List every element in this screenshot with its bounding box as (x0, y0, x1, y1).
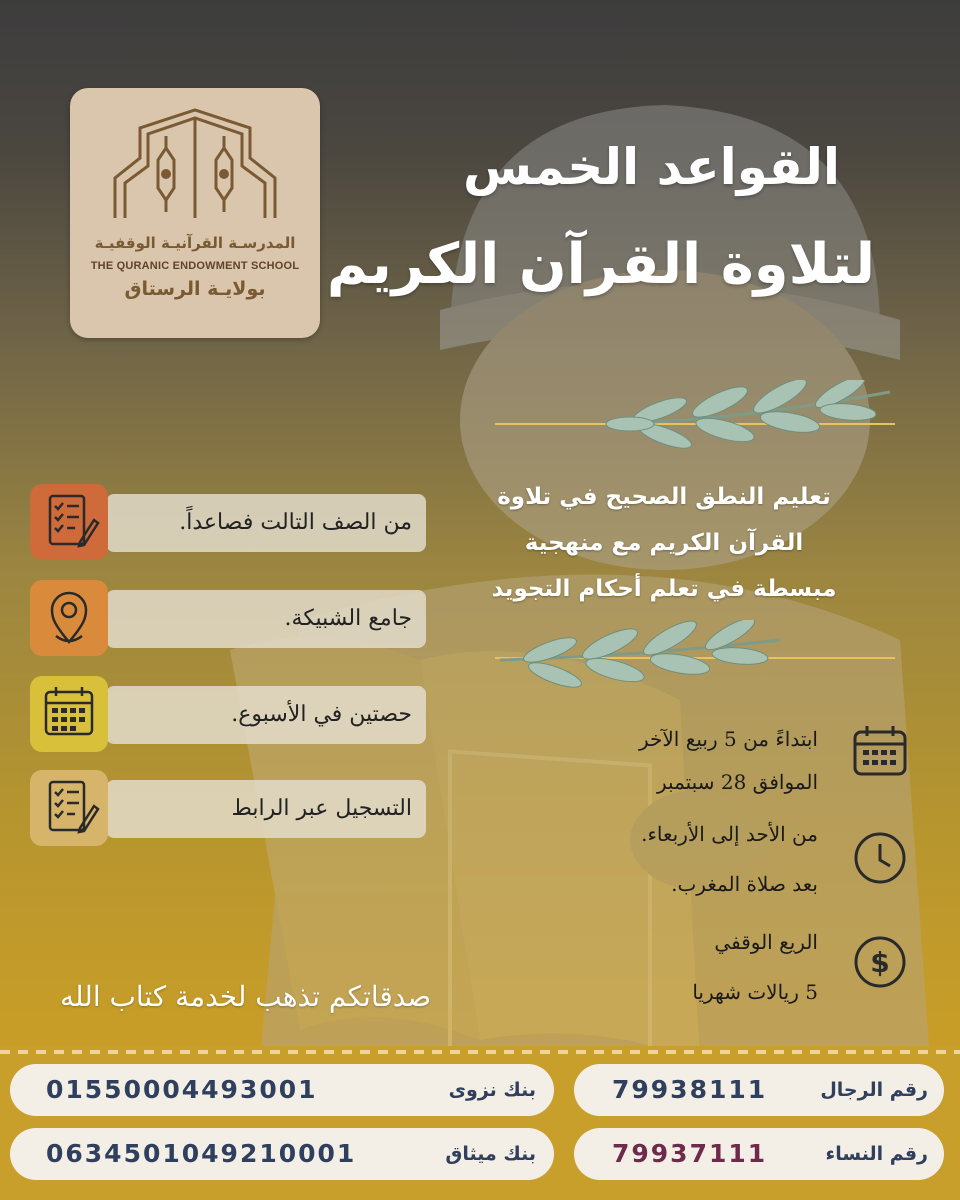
checklist-icon (30, 770, 108, 846)
leaf-divider-icon (490, 380, 900, 460)
info-card-sessions-text: حصتين في الأسبوع. (231, 702, 412, 727)
bank-mithaq-label: بنك ميثاق (445, 1143, 536, 1165)
women-phone-label: رقم النساء (825, 1143, 928, 1165)
logo-school-name-arabic: المدرسـة القرآنيـة الوقفيـة (94, 234, 296, 252)
bank-mithaq-account[interactable]: 0634501049210001 (46, 1139, 357, 1168)
location-pin-icon (30, 580, 108, 656)
bank-nizwa-label: بنك نزوى (448, 1079, 536, 1101)
fee-title: الريع الوقفي (714, 930, 818, 954)
title-line-2: لتلاوة القرآن الكريم (326, 232, 875, 297)
men-phone-number[interactable]: 79938111 (612, 1075, 768, 1104)
description-line: القرآن الكريم مع منهجية (524, 530, 804, 556)
dollar-icon (852, 934, 908, 990)
start-date-gregorian: الموافق 28 سبتمبر (657, 770, 818, 794)
info-card-location-text: جامع الشبيكة. (284, 606, 412, 631)
tagline: صدقاتكم تذهب لخدمة كتاب الله (60, 980, 432, 1013)
clock-icon (852, 830, 908, 886)
bank-nizwa-account[interactable]: 01550004493001 (46, 1075, 318, 1104)
calendar-icon (30, 676, 108, 752)
schedule-time: بعد صلاة المغرب. (671, 872, 818, 896)
info-card-registration-text: التسجيل عبر الرابط (231, 796, 412, 821)
mosque-doors-icon (70, 88, 320, 238)
school-logo (70, 88, 320, 338)
men-phone-label: رقم الرجال (820, 1079, 928, 1101)
dashed-divider (0, 1050, 960, 1054)
leaf-divider-icon (490, 620, 900, 700)
logo-location: بولايـة الرستاق (124, 278, 266, 300)
title-line-1: القواعد الخمس (463, 138, 840, 196)
svg-text:$: $ (870, 946, 890, 979)
calendar-icon (852, 724, 908, 778)
schedule-days: من الأحد إلى الأربعاء. (641, 822, 818, 846)
women-phone-number[interactable]: 79937111 (612, 1139, 768, 1168)
start-date-hijri: ابتداءً من 5 ربيع الآخر (639, 727, 818, 751)
description-line: مبسطة في تعلم أحكام التجويد (491, 576, 837, 602)
info-card-grade-text: من الصف التالت فصاعداً. (179, 510, 412, 535)
logo-school-name-english: THE QURANIC ENDOWMENT SCHOOL (90, 260, 300, 272)
program-description (454, 474, 874, 612)
description-line: تعليم النطق الصحيح في تلاوة (497, 484, 831, 510)
checklist-icon (30, 484, 108, 560)
fee-amount: 5 ريالات شهريا (692, 980, 818, 1004)
